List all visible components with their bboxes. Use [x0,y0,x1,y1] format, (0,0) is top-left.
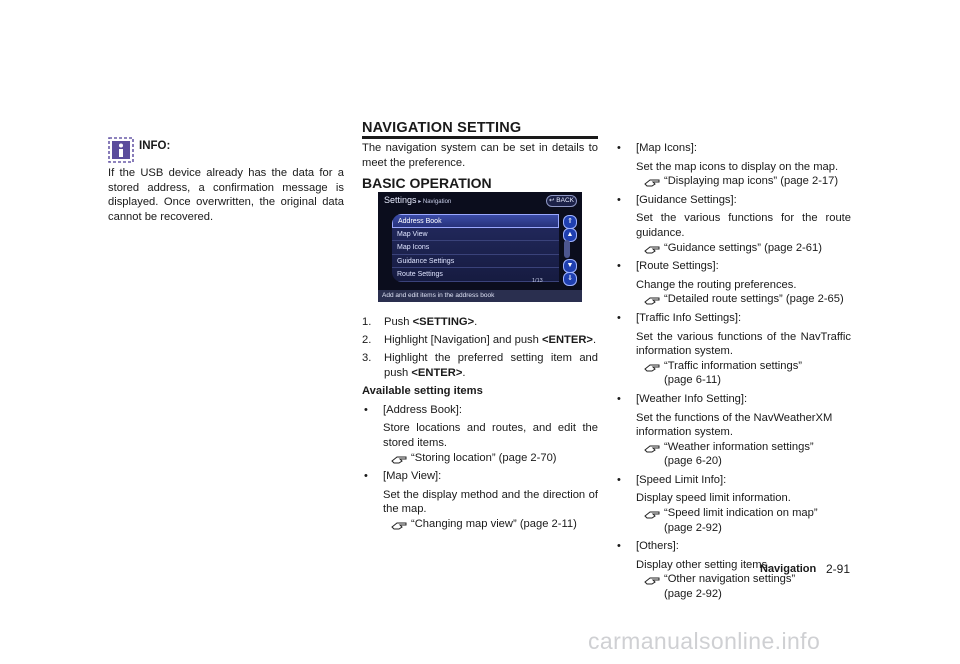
step-item: 2. Highlight [Navigation] and push <ENTER>. [362,334,597,347]
info-icon [108,137,134,163]
screen-back-button: ↩ BACK [546,195,577,207]
screen-scroll-bottom-icon: ⇓ [563,272,577,286]
setting-item-ref: “Changing map view” (page 2-11) [383,517,598,532]
screen-menu-item: Map View [392,228,559,242]
pointing-hand-icon [644,360,662,372]
setting-item-ref: “Guidance settings” (page 2-61) [636,241,851,256]
screen-status-bar: Add and edit items in the address book [378,290,582,302]
page-number: 2-91 [826,562,851,576]
pointing-hand-icon [391,518,409,530]
setting-item-ref: “Displaying map icons” (page 2-17) [636,174,851,189]
pointing-hand-icon [644,293,662,305]
setting-item-desc: Set the display method and the direction of the map. [383,488,598,516]
info-text: If the USB device already has the data for a stored address, a confirmation message is displayed. Once overwritten, the original data cannot be recovered. [108,167,344,223]
screen-menu-item: Route Settings [392,268,559,282]
steps-column [362,315,598,532]
section-rule [362,136,598,139]
pointing-hand-icon [644,175,662,187]
pointing-hand-icon [391,452,409,464]
setting-item-title: [Others]: [636,540,679,553]
screen-menu [392,214,559,282]
footer-section-label: Navigation [760,563,817,575]
setting-item: • [Speed Limit Info]: Display speed limit information. “Speed limit indication on map” (page 2-92) [615,473,851,535]
setting-item-ref: “Storing location” (page 2-70) [383,451,598,466]
setting-item-title: [Address Book]: [383,403,462,416]
subsection-title: BASIC OPERATION [362,175,492,191]
setting-item-ref: “Detailed route settings” (page 2-65) [636,292,851,307]
setting-item-desc: Change the routing preferences. [636,278,797,291]
setting-item: • [Map Icons]: Set the map icons to display on the map. “Displaying map icons” (page 2-17) [615,141,851,189]
setting-item-title: [Route Settings]: [636,260,719,273]
setting-item-desc: Display other setting items. [636,558,771,571]
available-heading: Available setting items [362,385,483,398]
screen-scroll-down-icon: ▼ [563,259,577,273]
setting-item: • [Map View]: Set the display method and the direction of the map. “Changing map view” (page 2-11) [364,470,598,530]
screen-menu-item: Guidance Settings [392,255,559,269]
setting-item-title: [Traffic Info Settings]: [636,311,742,324]
section-title: NAVIGATION SETTING [362,120,522,136]
right-column [615,141,851,602]
setting-item-title: [Weather Info Setting]: [636,392,748,405]
setting-item: • [Address Book]: Store locations and routes, and edit the stored items. “Storing location” (page 2-70) [364,403,598,464]
info-label: INFO: [139,140,171,152]
setting-item: • [Weather Info Setting]: Set the functions of the NavWeatherXM information system. “Weather information settings” (page 6-20) [615,392,851,469]
pointing-hand-icon [644,507,662,519]
setting-item-ref: “Speed limit indication on map” (page 2-92) [636,506,851,535]
setting-item-ref: “Traffic information settings” (page 6-11) [636,359,851,388]
setting-item-desc: Set the various functions for the route guidance. [636,212,851,239]
screen-title: Settings ▸ Navigation [384,195,452,205]
setting-item-desc: Set the various functions of the NavTraffic information system. [636,330,851,358]
setting-item-title: [Speed Limit Info]: [636,473,727,486]
screen-counter: 1/13 [532,278,543,284]
setting-item-title: [Map View]: [383,470,442,483]
setting-item-desc: Set the map icons to display on the map. [636,160,839,173]
setting-item: • [Guidance Settings]: Set the various functions for the route guidance. “Guidance settings” (page 2-61) [617,193,851,254]
screen-scroll-top-icon: ⇑ [563,215,577,229]
watermark: carmanualsonline.info [588,628,821,654]
setting-item-desc: Set the functions of the NavWeatherXM information system. [636,411,833,439]
setting-item-ref: “Weather information settings” (page 6-20) [636,440,851,469]
pointing-hand-icon [644,242,662,254]
setting-item-desc: Display speed limit information. [636,492,791,505]
setting-item-desc: Store locations and routes, and edit the stored items. [383,422,598,449]
settings-screen-image [378,192,582,302]
setting-item: • [Traffic Info Settings]: Set the various functions of the NavTraffic information system. “Traffic information settings” (page 6-11) [617,311,851,387]
screen-scrollbar [564,240,570,258]
screen-menu-item: Address Book [392,214,559,228]
setting-item: • [Route Settings]: Change the routing preferences. “Detailed route settings” (page 2-65) [615,259,851,307]
setting-item-title: [Map Icons]: [636,142,697,154]
screen-menu-item: Map Icons [392,241,559,255]
screen-scroll-up-icon: ▲ [563,228,577,242]
step-item: 3. Highlight the preferred setting item and push <ENTER>. [362,352,598,379]
setting-item-ref: “Other navigation settings” (page 2-92) [636,572,851,601]
step-item: 1. Push <SETTING>. [362,316,478,328]
screen-breadcrumb: Navigation [422,199,452,205]
setting-item: • [Others]: Display other setting items. “Other navigation settings” (page 2-92) [615,539,851,601]
intro-text: The navigation system can be set in details to meet the preference. [362,142,598,169]
setting-item-title: [Guidance Settings]: [636,193,737,206]
pointing-hand-icon [644,441,662,453]
pointing-hand-icon [644,573,662,585]
